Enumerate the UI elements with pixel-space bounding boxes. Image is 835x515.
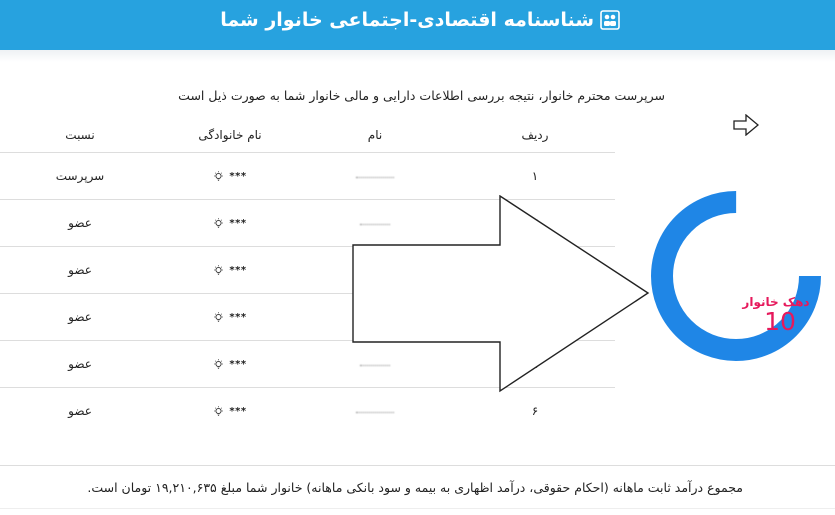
lightbulb-icon[interactable] [213,406,224,417]
table-row [0,153,615,200]
family-cell [175,341,285,387]
family-cell [175,153,285,199]
row-relation: عضو [68,404,92,418]
divider [0,465,835,466]
family-cell [175,247,285,293]
lightbulb-icon[interactable] [213,312,224,323]
lightbulb-icon[interactable] [213,359,224,370]
masked-family: *** [229,170,247,182]
header-relation: نسبت [65,128,95,142]
masked-family: *** [229,264,247,276]
row-relation: سرپرست [55,169,105,183]
page-header [0,0,835,50]
masked-family: *** [229,358,247,370]
masked-name [330,153,420,199]
family-cell [175,200,285,246]
decile-label: دهک خانوار [742,295,810,309]
row-index: ۶ [531,404,539,418]
decile-value: 10 [764,307,796,336]
header-index: ردیف [521,128,549,142]
family-icon [600,10,620,30]
page-title: شناسنامه اقتصادی-اجتماعی خانوار شما [220,9,594,31]
row-relation: عضو [68,263,92,277]
row-index: ۱ [531,169,539,183]
intro-text: سرپرست محترم خانوار، نتیجه بررسی اطلاعات دارایی و مالی خانوار شما به صورت ذیل است [178,88,665,103]
masked-family: *** [229,311,247,323]
header-family: نام خانوادگی [198,128,262,142]
big-arrow-right-icon [352,195,652,395]
masked-family: *** [229,405,247,417]
header-name: نام [367,128,383,142]
masked-family: *** [229,217,247,229]
lightbulb-icon[interactable] [213,171,224,182]
arrow-right-icon[interactable] [733,114,759,136]
header-shadow [0,50,835,62]
page-title-group [220,8,620,32]
divider [0,508,835,509]
row-relation: عضو [68,310,92,324]
summary-text: مجموع درآمد ثابت ماهانه (احکام حقوقی، درآمد اظهاری به بیمه و سود بانکی ماهانه) خانوار شما مبلغ ۱۹,۲۱۰,۶۳۵ تومان است. [87,480,743,495]
family-cell [175,294,285,340]
row-relation: عضو [68,216,92,230]
family-cell [175,388,285,434]
table-header-row [0,118,615,153]
lightbulb-icon[interactable] [213,265,224,276]
lightbulb-icon[interactable] [213,218,224,229]
row-relation: عضو [68,357,92,371]
